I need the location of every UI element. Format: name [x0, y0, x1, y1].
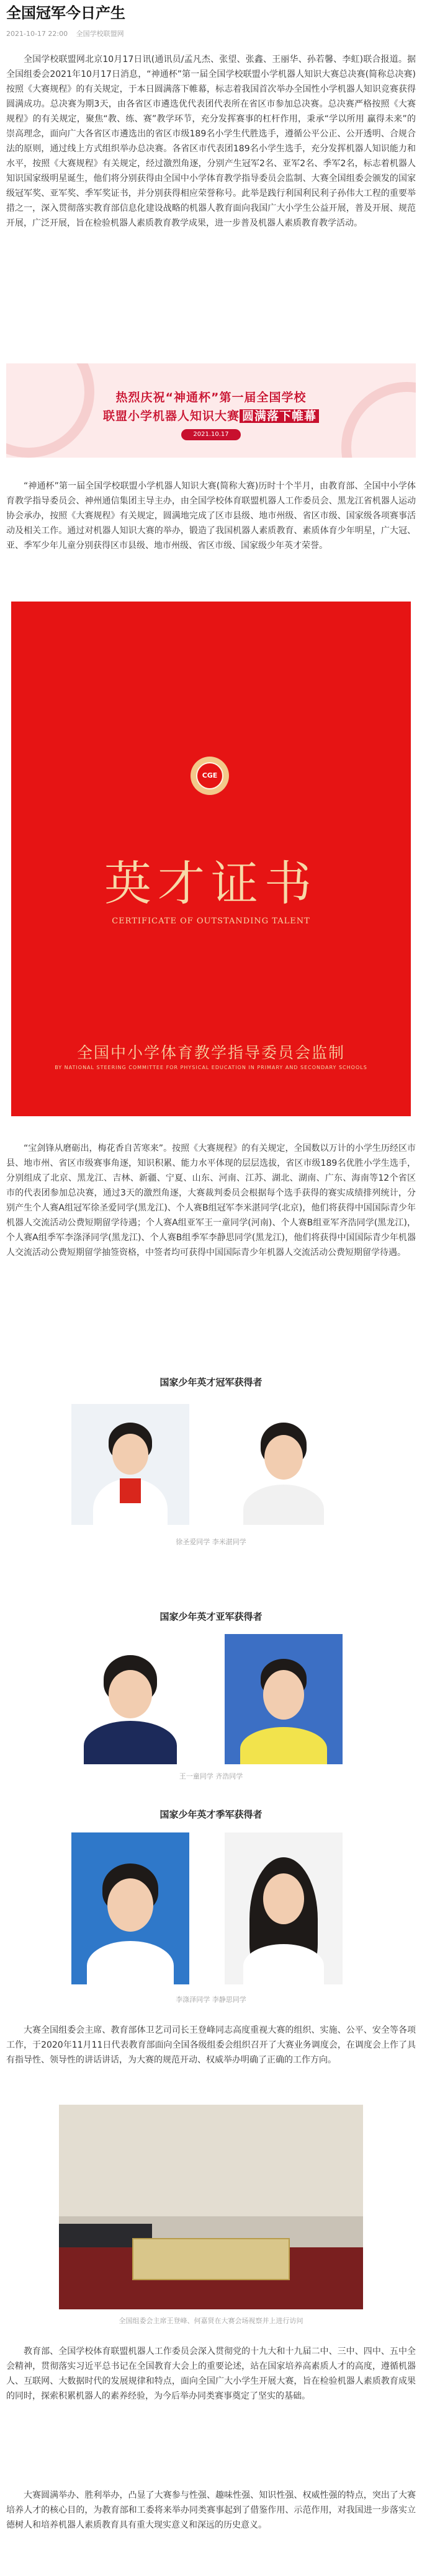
face [263, 1873, 304, 1924]
paragraph-intro: 全国学校联盟网北京10月17日讯(通讯员/孟凡杰、张望、张鑫、王丽华、孙若馨、李虹)联合报道。据全国组委会2021年10月17日消息，“神通杯”第一届全国学校联盟小学机器人知识大赛总决赛(简称总决赛)按照《大赛规程》的有关规定，于本日圆满落下帷幕，标志着我国首次举办全国性小学机器人知识竞赛获得圆满成功。总决赛为期3天，由各省区市遴选优代表团代表所在省区市参加总决赛。总决赛严格按照《大赛规程》的有关规定，聚焦“教、练、赛”教学环节，充分发挥赛事的杠杆作用，秉承“学以所用 赢得未来”的崇高理念，面向广大各省区市遴选出的省区市级189名小学生代胜选手，遵循公平公正、公开透明、合规合法的原则，通过线上方式组织举办总决赛。各省区市代表团189名小学生选手，充分发挥机器人知识能力和水平，按照《大赛规程》有关规定，经过激烈角逐，分别产生冠军2名、亚军2名、季军2名，标志着机器人知识国家级明星诞生，他们将分别获得由全国中小学体育教学指导委员会监制、大赛全国组委会颁发的国家级冠军奖、亚军奖、季军奖证书，并分别获得相应荣誉称号。此举是践行利国利民利子孙伟大工程的重要举措之一，深入贯彻落实教育部信息化建设战略的机器人教育面向我国广大小学生公益开展，普及开展、规范开展，广泛开展，旨在检验机器人素质教育教学成果，进一步普及机器人素质教育教学活动。 [6, 55, 416, 228]
runner-up-heading: 国家少年英才亚军获得者 [159, 1611, 263, 1622]
article-title: 全国冠军今日产生 [6, 4, 125, 22]
emblem-icon [191, 757, 229, 795]
banner-line-2a: 联盟小学机器人知识大赛 [102, 409, 240, 423]
champion-photo-2 [225, 1404, 343, 1525]
runner-up-caption: 王一童同学 齐浩同学 [179, 1772, 243, 1780]
background-wall [59, 2105, 363, 2216]
banner-line-2b: 圆满落下帷幕 [240, 409, 319, 423]
face [264, 1435, 303, 1480]
third-place-photo-2 [225, 1832, 343, 1984]
face [263, 1670, 304, 1720]
certificate-issuer-en: BY NATIONAL STEERING COMMITTEE FOR PHYSICAL EDUCATION IN PRIMARY AND SECONDARY SCHOOLS [55, 1065, 367, 1070]
champion-photo-1 [71, 1404, 189, 1525]
certificate-image [11, 602, 411, 1116]
runner-up-photo-1 [71, 1634, 189, 1764]
emblem-text: CGE [196, 762, 223, 789]
face [107, 1878, 153, 1932]
face [109, 1670, 152, 1718]
third-place-photo-1 [71, 1832, 189, 1984]
celebration-banner [6, 363, 416, 458]
paragraph-conclusion: 大赛圆满举办、胜利举办，凸显了大赛参与性强、趣味性强、知识性强、权威性强的特点，突出了大赛培养人才的核心目的，为教育部和工委将来举办同类赛事起到了借鉴作用、示范作用，对我国进一步落实立德树人和培养机器人素质教育具有重大现实意义和深远的历史意义。 [6, 2490, 416, 2530]
paragraph-ministry: 教育部、全国学校体育联盟机器人工作委员会深入贯彻党的十九大和十九届二中、三中、四中、五中全会精神，贯彻落实习近平总书记在全国教育大会上的重要论述，站在国家培养高素质人才的高度，遵循机器人、互联网、大数据时代的发展规律和特点，面向全国广大小学生开展大赛，旨在检验机器人素质教育成果的同时，探索积累机器人的素养经验，为今后举办同类赛事奠定了坚实的基础。 [6, 2347, 416, 2401]
banner-date: 2021.10.17 [181, 429, 241, 440]
shirt [240, 1727, 327, 1764]
shirt [243, 1944, 324, 1984]
article-source[interactable]: 全国学校联盟网 [76, 30, 124, 38]
third-place-heading: 国家少年英才季军获得者 [159, 1809, 263, 1820]
paragraph-results: “宝剑锋从磨砺出，梅花香自苦寒来”。按照《大赛规程》的有关规定，全国数以万计的小学生历经区市县、地市州、省区市级赛事角逐，知识积累、能力水平体现的层层选拔，省区市级189名优胜小学生选手，分别组成了北京、黑龙江、吉林、新疆、宁夏、山东、河南、江苏、湖北、湖南、广东、海南等12个省区市的代表团参加总决赛，通过3天的激烈角逐，大赛裁判委员会根据每个选手获得的赛实成绩排列统计，分别产生个人赛A组冠军徐圣爱同学(黑龙江)、个人赛B组冠军李米湛同学(北京)，他们将获得中国国际青少年机器人交流活动公费短期留学待遇；个人赛A组亚军王一童同学(河南)、个人赛B组亚军齐浩同学(黑龙江)，个人赛A组季军李涤泽同学(黑龙江)、个人赛B组季军李静思同学(黑龙江)，他们将获得中国国际青少年机器人交流活动公费短期留学抽签资格，中签者均可获得中国国际青少年机器人交流活动公费短期留学待遇。 [6, 1144, 416, 1258]
certificate-subtitle: CERTIFICATE OF OUTSTANDING TALENT [112, 917, 310, 926]
paragraph-summary: “神通杯”第一届全国学校联盟小学机器人知识大赛(简称大赛)历时十个半月，由教育部、全国中小学体育教学指导委员会、神州通信集团主导主办，由全国学校体育联盟机器人工作委员会、黑龙江省机器人运动协会承办，按照《大赛规程》有关规定，圆满地完成了区市县级、地市州级、省区市级、国家级各项赛事活动及相关工作。通过对机器人知识大赛的举办，锻造了我国机器人素质教育、素质体育少年明星，广大冠、亚、季军少年儿童分别获得区市县级、地市州级、省区市级、国家级少年英才荣誉。 [6, 481, 416, 551]
certificate-title: 英才证书 [104, 856, 318, 911]
face [112, 1434, 148, 1475]
red-scarf [120, 1478, 141, 1503]
third-place-caption: 李涤泽同学 李静思同学 [176, 1996, 246, 2004]
publish-date: 2021-10-17 22:00 [6, 30, 68, 38]
banner-line-1: 热烈庆祝“神通杯”第一届全国学校 [115, 391, 307, 404]
banner-line-2 [6, 407, 416, 424]
paragraph-committee: 大赛全国组委会主席、教育部体卫艺司司长王登峰同志高度重视大赛的组织、实施、公平、安全等各项工作，于2020年11月11日代表教育部面向全国各级组委会组织召开了大赛业务调度会，在调度会上作了具有指导性、领导性的讲话讲话，为大赛的规范开动、权威举办明确了正确的工作方向。 [6, 2025, 416, 2065]
champion-heading: 国家少年英才冠军获得者 [159, 1377, 263, 1388]
group-photo-caption: 全国组委会主席王登峰、何嘉贤在大赛会场视察并上进行访问 [119, 2317, 303, 2325]
shirt [84, 1721, 177, 1764]
group-photo [59, 2105, 363, 2309]
certificate-board [132, 2238, 290, 2280]
runner-up-photo-2 [225, 1634, 343, 1764]
champion-caption: 徐圣爱同学 李米湛同学 [176, 1538, 246, 1546]
article-meta [6, 29, 130, 38]
shirt [243, 1485, 324, 1525]
certificate-issuer: 全国中小学体育教学指导委员会监制 [76, 1044, 345, 1062]
shirt [87, 1941, 174, 1984]
